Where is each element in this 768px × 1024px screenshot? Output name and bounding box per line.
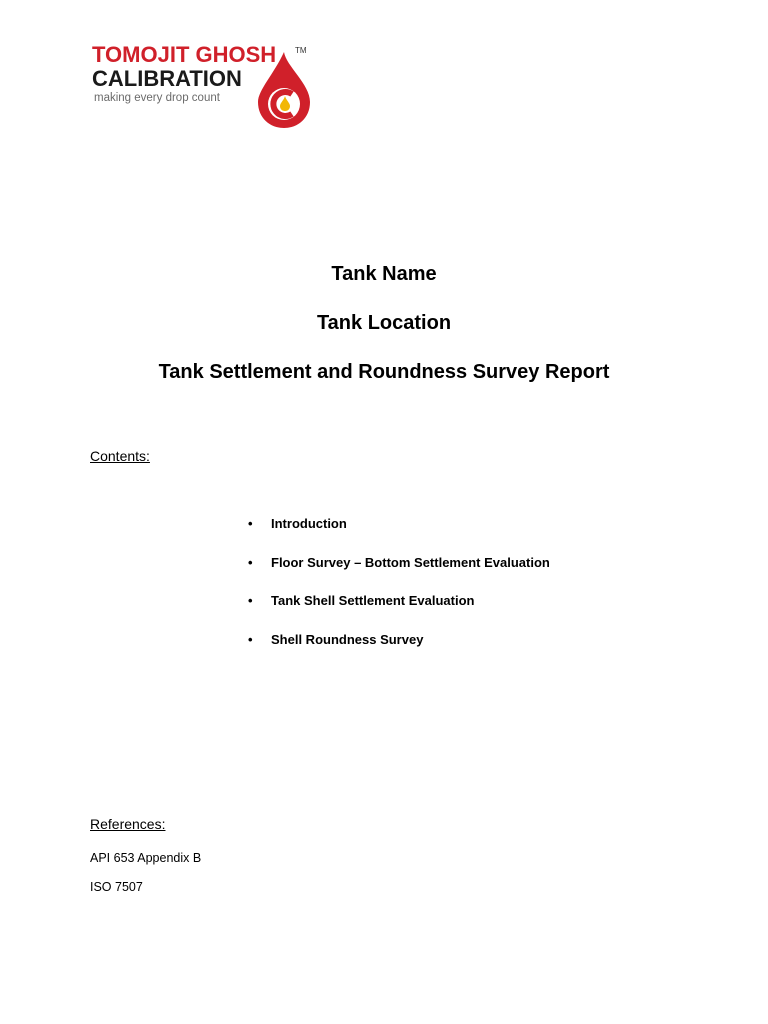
logo-brand-name: TOMOJIT GHOSH xyxy=(92,42,277,67)
references-heading: References: xyxy=(90,816,166,832)
bullet-icon: • xyxy=(248,631,253,647)
company-logo xyxy=(90,40,330,130)
contents-heading: Contents: xyxy=(90,448,150,464)
contents-item-shell-settlement: Tank Shell Settlement Evaluation xyxy=(271,593,475,608)
tank-location-title: Tank Location xyxy=(316,312,452,334)
bullet-icon: • xyxy=(248,554,253,570)
bullet-icon: • xyxy=(248,516,253,531)
drop-c-logo-icon xyxy=(244,50,314,130)
logo-tagline: making every drop count xyxy=(94,92,220,104)
tank-name-title: Tank Name xyxy=(331,263,437,285)
bullet-icon: • xyxy=(248,593,253,608)
report-title: Tank Settlement and Roundness Survey Report xyxy=(158,361,610,383)
logo-brand-subtitle: CALIBRATION xyxy=(92,66,242,91)
reference-api-653: API 653 Appendix B xyxy=(90,851,202,865)
contents-item-introduction: Introduction xyxy=(271,516,347,531)
contents-item-roundness-survey: Shell Roundness Survey xyxy=(271,631,424,647)
reference-iso-7507: ISO 7507 xyxy=(90,880,143,894)
contents-item-floor-survey: Floor Survey – Bottom Settlement Evaluation xyxy=(271,554,550,570)
trademark-mark: TM xyxy=(295,46,307,55)
